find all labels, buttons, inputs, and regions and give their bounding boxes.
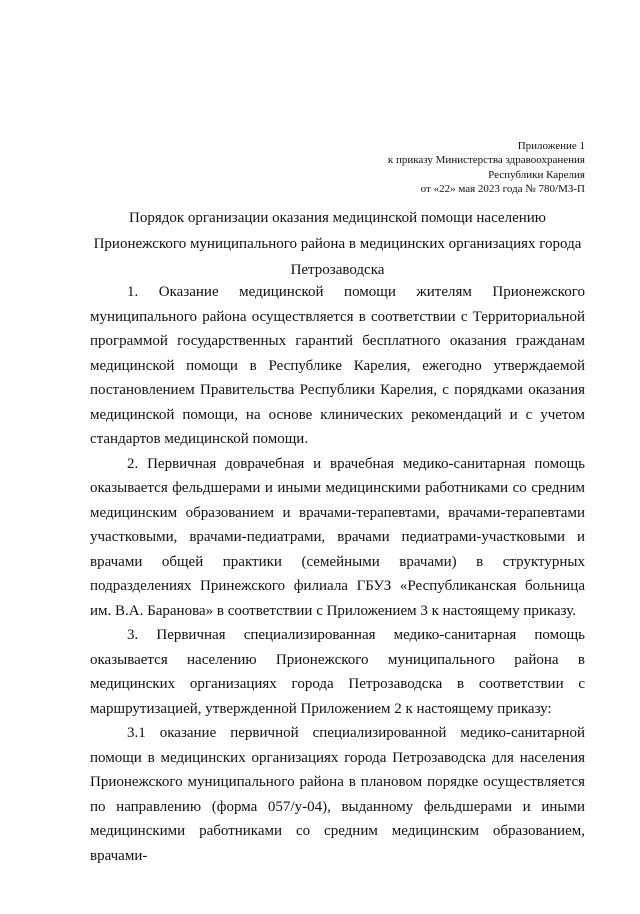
appendix-region: Республики Карелия bbox=[488, 168, 585, 181]
appendix-order-ref: к приказу Министерства здравоохранения bbox=[387, 154, 585, 167]
document-body bbox=[90, 280, 585, 868]
paragraph-1: 1. Оказание медицинской помощи жителям Прионежского муниципального района осуществляется в соответствии с Территориальной программой государственных гарантий бесплатного оказания гражданам медицинской помощи в Республике Карелия, ежегодно утверждаемой постановлением Правительства Республики Карелия, с порядками оказания медицинской помощи, на основе клинических рекомендаций и с учетом стандартов медицинской помощи. bbox=[90, 284, 585, 447]
paragraph-3: 3. Первичная специализированная медико-санитарная помощь оказывается населению Прионежского муниципального района в медицинских организациях города Петрозаводска в соответствии с маршрутизацией, утвержденной Приложением 2 к настоящему приказу: bbox=[90, 627, 585, 717]
title-line-1: Порядок организации оказания медицинской помощи населению bbox=[129, 210, 546, 226]
appendix-header bbox=[388, 139, 585, 196]
appendix-date-number: от «22» мая 2023 года № 780/МЗ-П bbox=[420, 182, 585, 195]
title-line-2: Прионежского муниципального района в медицинских организациях города bbox=[93, 236, 582, 252]
paragraph-2: 2. Первичная доврачебная и врачебная медико-санитарная помощь оказывается фельдшерами и иными медицинскими работниками со средним медицинским образованием и врачами-терапевтами, врачами-терапевтами участковыми, врачами-педиатрами, врачами педиатрами-участковыми и врачами общей практики (семейными врачами) в структурных подразделениях Принежского филиала ГБУЗ «Республиканская больница им. В.А. Баранова» в соответствии с Приложением 3 к настоящему приказу. bbox=[90, 455, 585, 619]
appendix-number: Приложение 1 bbox=[517, 140, 585, 152]
document-title bbox=[90, 205, 585, 283]
paragraph-3-1: 3.1 оказание первичной специализированной медико-санитарной помощи в медицинских организациях города Петрозаводска для населения Прионежского муниципального района в плановом порядке осуществляется по направлению (форма 057/у-04), выданному фельдшерами и иными медицинскими работниками со средним медицинским образованием, врачами- bbox=[90, 725, 585, 864]
title-line-3: Петрозаводска bbox=[290, 262, 385, 278]
